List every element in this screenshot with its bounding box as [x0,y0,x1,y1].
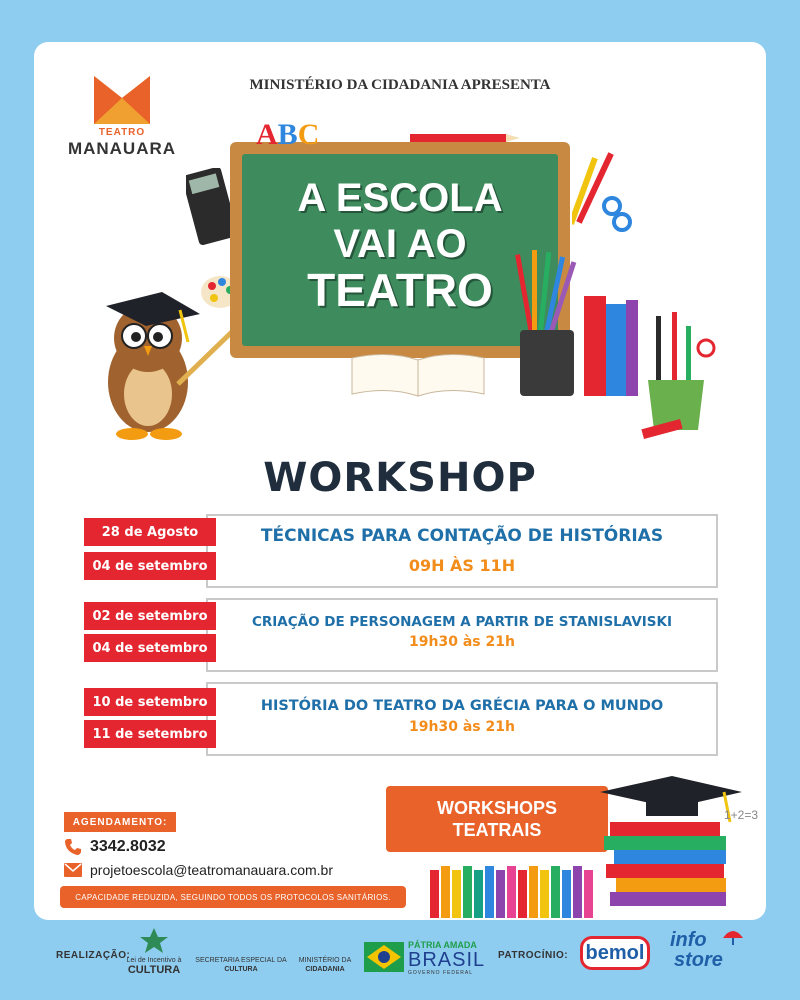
presenter-line: MINISTÉRIO DA CIDADANIA APRESENTA [249,77,551,93]
owl-mascot-icon [92,286,242,442]
hero-title [242,175,558,316]
workshop-row-3-time: 19h30 às 21h [409,719,515,735]
phone-row [64,838,166,856]
capacity-notice: CAPACIDADE REDUZIDA, SEGUINDO TODOS OS PROTOCOLOS SANITÁRIOS. [60,886,406,908]
phone-icon [64,838,82,856]
booking-label: AGENDAMENTO: [64,812,176,832]
sponsor-infostore-line-2: store [674,949,723,971]
ministerio-line-1: MINISTÉRIO DA [298,957,352,964]
graduation-cap-books-icon [596,776,746,916]
secretaria-line-2: CULTURA [224,966,258,973]
hero-title-line-2: VAI AO [333,222,467,266]
book-stack-icon [580,292,640,400]
abc-letter-a: A [256,118,278,151]
calculator-icon [186,168,234,246]
open-book-icon [348,350,488,400]
color-pencils-row-icon [430,862,600,918]
promo-line-1: WORKSHOPS [436,798,557,818]
email-icon [64,863,82,877]
footer-patrocinio-label: PATROCÍNIO: [498,950,569,961]
hero-title-line-1: A ESCOLA [297,176,503,220]
abc-letter-b: B [277,118,298,151]
workshop-row-1-date-1: 28 de Agosto [84,518,216,546]
promo-banner [386,786,608,852]
abc-letter-c: C [297,118,320,151]
phone-number[interactable]: 3342.8032 [90,838,166,855]
brasil-bottom: GOVERNO FEDERAL [408,970,474,976]
workshop-row-3-title: HISTÓRIA DO TEATRO DA GRÉCIA PARA O MUNDO [260,698,664,714]
pencil-cup-icon [512,250,582,400]
umbrella-icon [722,928,744,946]
lei-incentivo-cultura: CULTURA [127,964,181,976]
sponsor-bemol-logo: bemol [580,936,650,970]
promo-line-2: TEATRAIS [452,820,542,840]
brasil-top: PÁTRIA AMADA [408,940,477,950]
hero-title-line-3: TEATRO [307,264,493,316]
email-row [64,862,333,878]
pencil-icon [410,132,520,144]
abc-blocks [256,118,319,152]
scissors-pencils-icon [572,136,632,246]
sponsor-infostore-line-1: info [670,929,707,951]
logo-big-text: MANAUARA [67,139,177,158]
workshop-row-2-time: 19h30 às 21h [409,634,515,650]
workshop-row-1-time: 09H ÀS 11H [408,556,516,575]
workshop-heading: WORKSHOP [263,455,537,501]
workshop-row-1-title: TÉCNICAS PARA CONTAÇÃO DE HISTÓRIAS [260,526,664,546]
brush-cup-icon [636,312,720,442]
ministerio-line-2: CIDADANIA [305,966,345,973]
logo-small-text: TEATRO [98,127,146,138]
email-address[interactable]: projetoescola@teatromanauara.com.br [90,862,334,878]
lei-incentivo-logo-icon [140,928,168,954]
footer-realizacao-label: REALIZAÇÃO: [56,950,131,961]
workshop-row-2-date-1: 02 de setembro [84,602,216,630]
workshop-row-3-date-1: 10 de setembro [84,688,216,716]
secretaria-line-1: SECRETARIA ESPECIAL DA [195,957,287,964]
sponsor-infostore-logo [670,930,723,970]
brasil-big: BRASIL [408,949,486,971]
lei-incentivo-top: Lei de Incentivo à [126,957,182,964]
workshop-row-2-date-2: 04 de setembro [84,634,216,662]
teatro-manauara-logo-icon [94,76,150,124]
math-doodle: 1+2=3 [724,808,759,822]
workshop-row-1-date-2: 04 de setembro [84,552,216,580]
workshop-row-3-date-2: 11 de setembro [84,720,216,748]
brasil-flag-icon [364,942,404,972]
workshop-row-2-title: CRIAÇÃO DE PERSONAGEM A PARTIR DE STANISLAVISKI [251,614,672,630]
